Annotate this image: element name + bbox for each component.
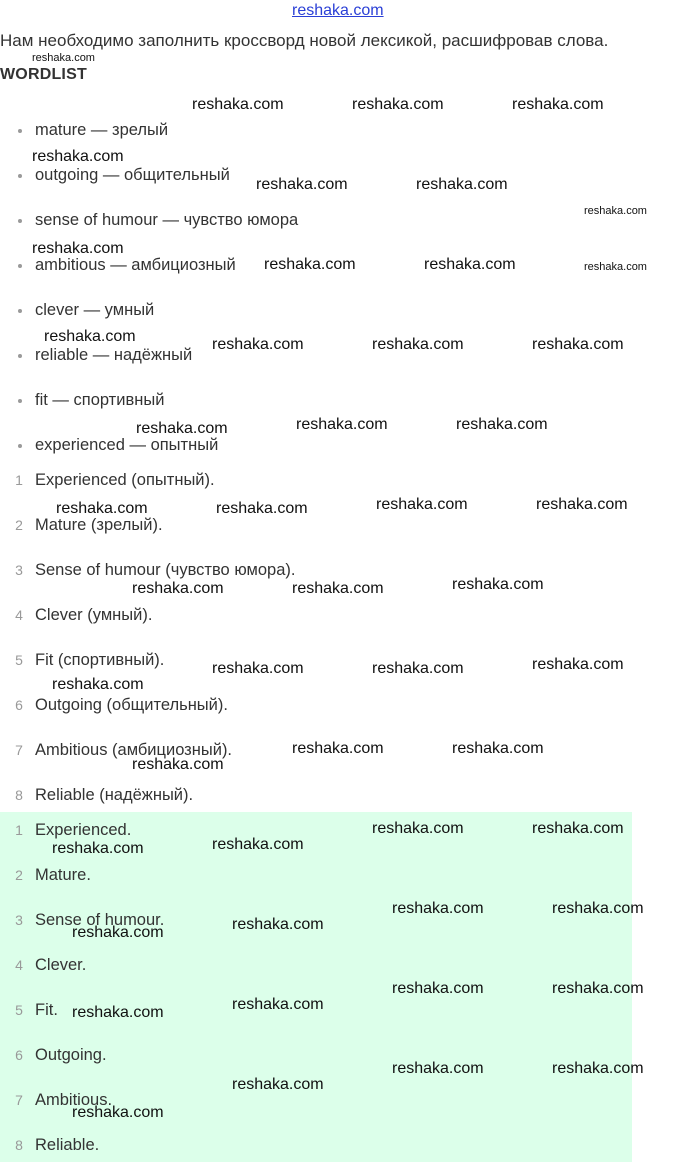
watermark: reshaka.com — [132, 580, 224, 597]
bullet-icon — [18, 444, 22, 448]
watermark: reshaka.com — [552, 900, 644, 917]
item-number: 3 — [15, 562, 23, 578]
watermark: reshaka.com — [372, 820, 464, 837]
watermark: reshaka.com — [216, 500, 308, 517]
watermark: reshaka.com — [552, 980, 644, 997]
watermark: reshaka.com — [292, 580, 384, 597]
bullet-icon — [18, 174, 22, 178]
bullet-icon — [18, 129, 22, 133]
watermark: reshaka.com — [392, 1060, 484, 1077]
watermark: reshaka.com — [536, 496, 628, 513]
bullet-icon — [18, 219, 22, 223]
watermark: reshaka.com — [532, 656, 624, 673]
watermark: reshaka.com — [32, 52, 95, 64]
watermark: reshaka.com — [392, 980, 484, 997]
item-number: 5 — [15, 1002, 23, 1018]
bullet-icon — [18, 264, 22, 268]
watermark: reshaka.com — [52, 840, 144, 857]
watermark: reshaka.com — [584, 205, 647, 217]
watermark: reshaka.com — [264, 256, 356, 273]
watermark: reshaka.com — [56, 500, 148, 517]
watermark: reshaka.com — [532, 336, 624, 353]
watermark: reshaka.com — [132, 756, 224, 773]
watermark: reshaka.com — [532, 820, 624, 837]
bullet-icon — [18, 399, 22, 403]
site-link[interactable]: reshaka.com — [292, 2, 384, 19]
watermark: reshaka.com — [32, 148, 124, 165]
watermark: reshaka.com — [452, 740, 544, 757]
item-number: 5 — [15, 652, 23, 668]
item-number: 2 — [15, 517, 23, 533]
watermark: reshaka.com — [372, 336, 464, 353]
watermark: reshaka.com — [376, 496, 468, 513]
item-number: 4 — [15, 607, 23, 623]
watermark: reshaka.com — [72, 1104, 164, 1121]
watermark: reshaka.com — [452, 576, 544, 593]
item-number: 2 — [15, 867, 23, 883]
item-number: 6 — [15, 697, 23, 713]
watermark: reshaka.com — [212, 836, 304, 853]
watermark: reshaka.com — [584, 261, 647, 273]
item-number: 7 — [15, 1092, 23, 1108]
watermark: reshaka.com — [52, 676, 144, 693]
watermark: reshaka.com — [212, 336, 304, 353]
item-number: 7 — [15, 742, 23, 758]
item-number: 3 — [15, 912, 23, 928]
watermark: reshaka.com — [424, 256, 516, 273]
item-number: 4 — [15, 957, 23, 973]
watermark: reshaka.com — [232, 916, 324, 933]
watermark: reshaka.com — [72, 924, 164, 941]
watermark: reshaka.com — [212, 660, 304, 677]
intro-text: Нам необходимо заполнить кроссворд новой лексикой, расшифровав слова. — [0, 31, 609, 50]
item-number: 1 — [15, 822, 23, 838]
watermark: reshaka.com — [44, 328, 136, 345]
watermark: reshaka.com — [292, 740, 384, 757]
watermark: reshaka.com — [72, 1004, 164, 1021]
watermark: reshaka.com — [352, 96, 444, 113]
watermark: reshaka.com — [192, 96, 284, 113]
watermark: reshaka.com — [456, 416, 548, 433]
watermark: reshaka.com — [552, 1060, 644, 1077]
item-number: 6 — [15, 1047, 23, 1063]
bullet-icon — [18, 309, 22, 313]
item-number: 8 — [15, 787, 23, 803]
bullet-icon — [18, 354, 22, 358]
watermark: reshaka.com — [392, 900, 484, 917]
watermark: reshaka.com — [372, 660, 464, 677]
watermark: reshaka.com — [416, 176, 508, 193]
watermark: reshaka.com — [296, 416, 388, 433]
watermark: reshaka.com — [512, 96, 604, 113]
watermark: reshaka.com — [256, 176, 348, 193]
watermark: reshaka.com — [32, 240, 124, 257]
item-number: 1 — [15, 472, 23, 488]
watermark: reshaka.com — [136, 420, 228, 437]
watermark: reshaka.com — [232, 996, 324, 1013]
watermark: reshaka.com — [232, 1076, 324, 1093]
wordlist-heading: WORDLIST — [0, 66, 87, 83]
item-number: 8 — [15, 1137, 23, 1153]
